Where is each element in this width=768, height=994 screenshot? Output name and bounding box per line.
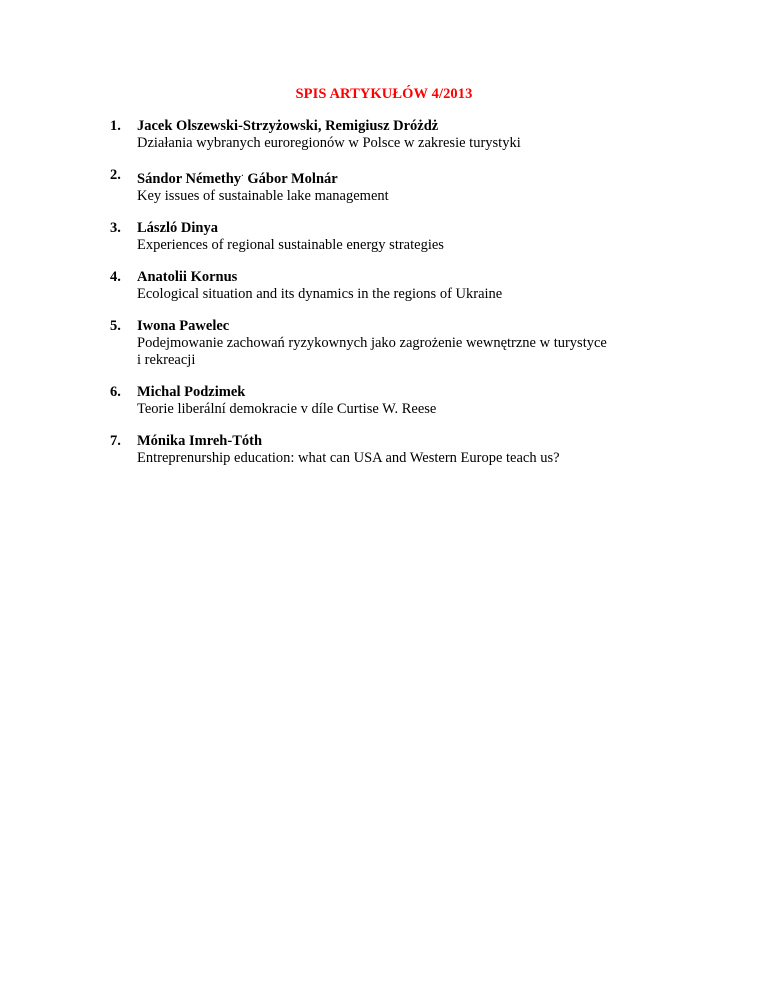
entry-authors: Iwona Pawelec <box>137 318 230 334</box>
list-item <box>110 384 730 418</box>
entry-number: 7. <box>110 433 121 449</box>
entry-author-2: Gábor Molnár <box>247 171 338 187</box>
entry-number: 2. <box>110 167 121 183</box>
document-title: SPIS ARTYKUŁÓW 4/2013 <box>295 86 473 102</box>
entry-number: 5. <box>110 318 121 334</box>
list-item <box>110 433 730 467</box>
list-item <box>110 220 730 254</box>
entry-authors: Jacek Olszewski-Strzyżowski, Remigiusz Dróżdż <box>137 118 439 134</box>
entry-title: Entreprenurship education: what can USA and Western Europe teach us? <box>137 450 560 466</box>
entry-authors: László Dinya <box>137 220 218 236</box>
entry-title: Działania wybranych euroregionów w Polsce w zakresie turystyki <box>137 135 521 151</box>
entry-author-1: Sándor Némethy <box>137 171 242 187</box>
entry-title-line-1: Podejmowanie zachowań ryzykownych jako zagrożenie wewnętrzne w turystyce <box>137 335 607 351</box>
author-separator: · <box>241 171 244 180</box>
entry-number: 6. <box>110 384 121 400</box>
entry-number: 3. <box>110 220 121 236</box>
entry-title-line-2: i rekreacji <box>137 352 196 368</box>
list-item <box>110 118 730 152</box>
entry-title: Experiences of regional sustainable energy strategies <box>137 237 444 253</box>
entry-authors: Mónika Imreh-Tóth <box>137 433 263 449</box>
entry-authors: Michal Podzimek <box>137 384 246 400</box>
article-list <box>110 118 730 482</box>
entry-number: 4. <box>110 269 121 285</box>
list-item <box>110 318 730 369</box>
entry-authors: Anatolii Kornus <box>137 269 238 285</box>
entry-authors <box>137 167 730 188</box>
list-item <box>110 167 730 205</box>
entry-number: 1. <box>110 118 121 134</box>
entry-title: Teorie liberální demokracie v díle Curtise W. Reese <box>137 401 437 417</box>
entry-title: Key issues of sustainable lake management <box>137 188 389 204</box>
entry-title: Ecological situation and its dynamics in the regions of Ukraine <box>137 286 503 302</box>
list-item <box>110 269 730 303</box>
